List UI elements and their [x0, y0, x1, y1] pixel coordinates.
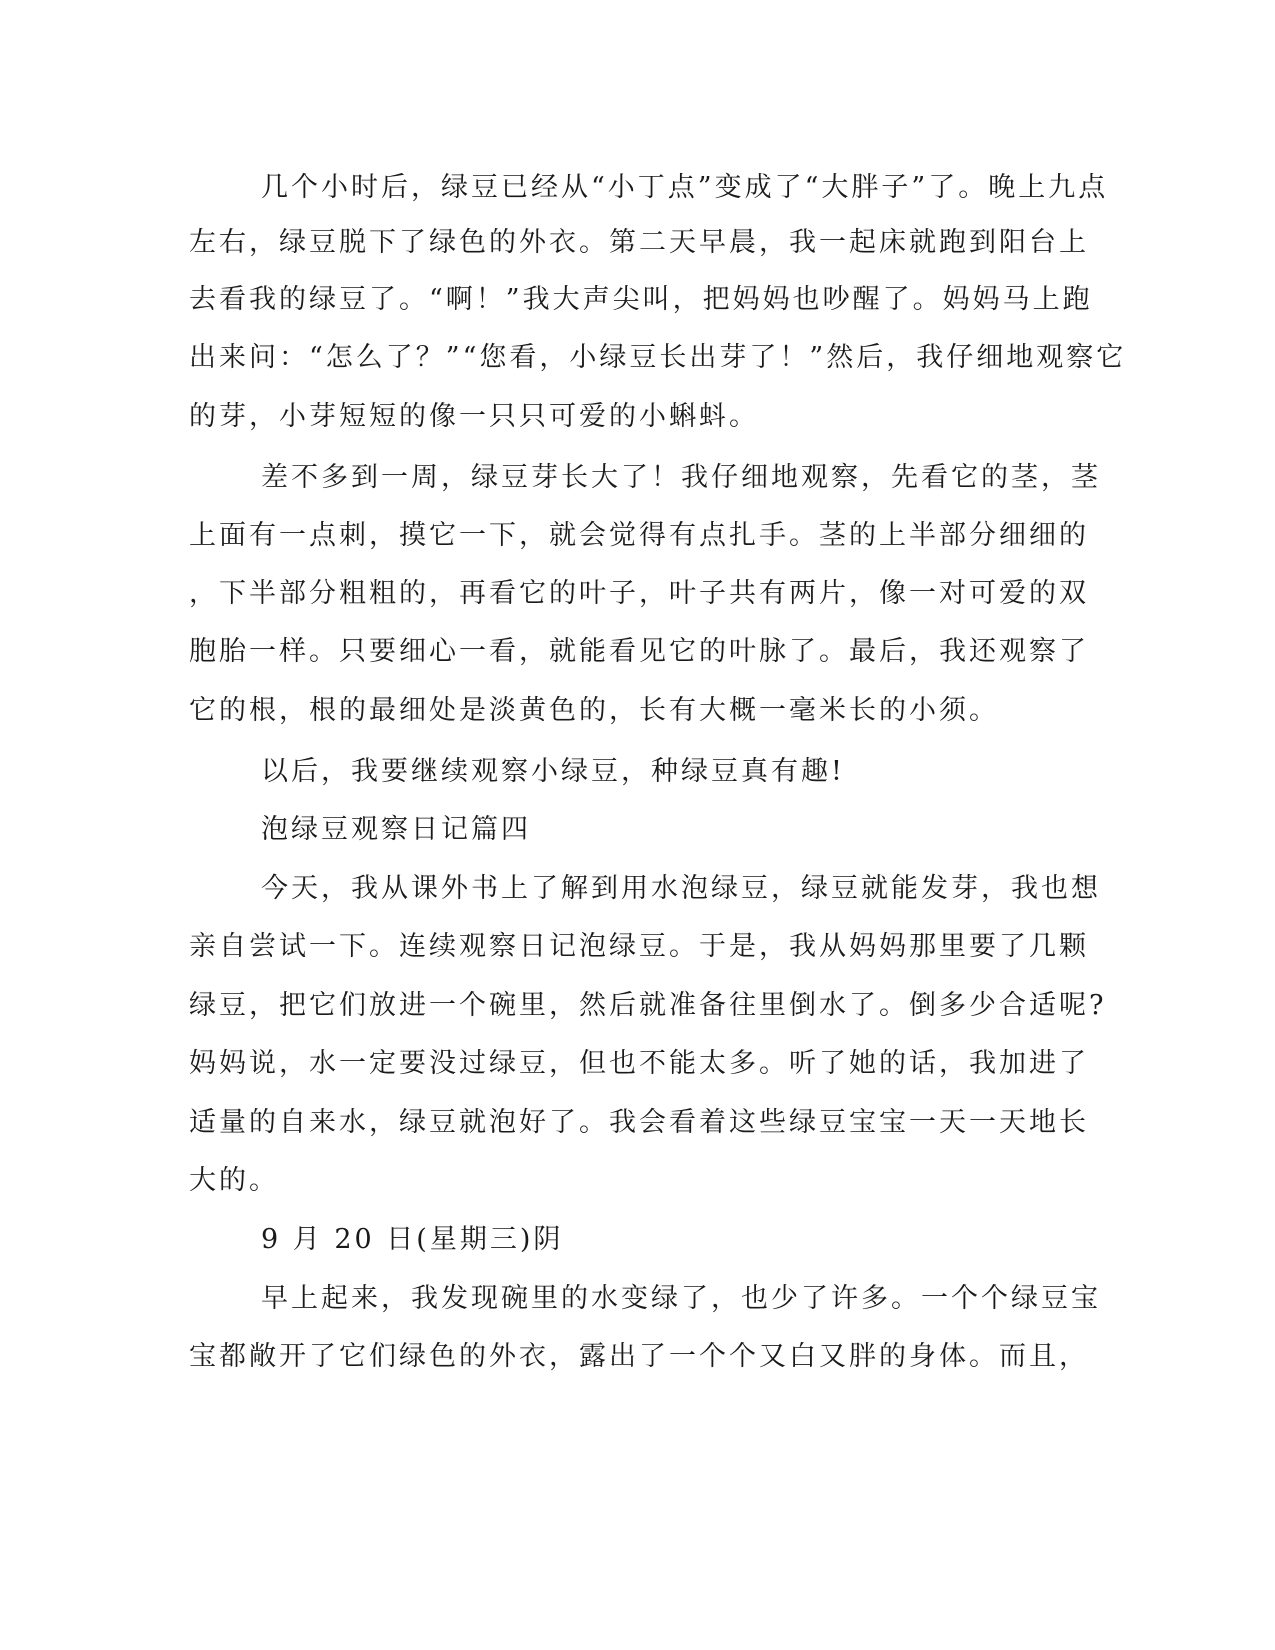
- text-line: 大的。: [189, 1165, 279, 1196]
- text-line: ，下半部分粗粗的，再看它的叶子，叶子共有两片，像一对可爱的双: [189, 578, 1089, 609]
- text-line: 它的根，根的最细处是淡黄色的，长有大概一毫米长的小须。: [189, 695, 999, 726]
- text-line: 妈妈说，水一定要没过绿豆，但也不能太多。听了她的话，我加进了: [189, 1048, 1089, 1079]
- text-line: 几个小时后，绿豆已经从“小丁点”变成了“大胖子”了。晚上九点: [261, 172, 1109, 203]
- text-line: 适量的自来水，绿豆就泡好了。我会看着这些绿豆宝宝一天一天地长: [189, 1107, 1089, 1138]
- text-line: 出来问：“怎么了？”“您看，小绿豆长出芽了！”然后，我仔细地观察它: [189, 342, 1127, 373]
- text-line: 胞胎一样。只要细心一看，就能看见它的叶脉了。最后，我还观察了: [189, 636, 1089, 667]
- text-line: 的芽，小芽短短的像一只只可爱的小蝌蚪。: [189, 401, 759, 432]
- section-heading: 泡绿豆观察日记篇四: [261, 814, 531, 845]
- text-line: 早上起来，我发现碗里的水变绿了，也少了许多。一个个绿豆宝: [261, 1283, 1101, 1314]
- text-line: 亲自尝试一下。连续观察日记泡绿豆。于是，我从妈妈那里要了几颗: [189, 931, 1089, 962]
- diary-date: 9 月 20 日(星期三)阴: [261, 1224, 564, 1255]
- text-line: 绿豆，把它们放进一个碗里，然后就准备往里倒水了。倒多少合适呢?: [189, 990, 1107, 1021]
- text-line: 以后，我要继续观察小绿豆，种绿豆真有趣!: [261, 756, 845, 787]
- text-line: 左右，绿豆脱下了绿色的外衣。第二天早晨，我一起床就跑到阳台上: [189, 227, 1089, 258]
- text-line: 去看我的绿豆了。“啊！”我大声尖叫，把妈妈也吵醒了。妈妈马上跑: [189, 284, 1093, 315]
- text-line: 今天，我从课外书上了解到用水泡绿豆，绿豆就能发芽，我也想: [261, 873, 1101, 904]
- text-line: 宝都敞开了它们绿色的外衣，露出了一个个又白又胖的身体。而且，: [189, 1341, 1089, 1372]
- text-line: 上面有一点刺，摸它一下，就会觉得有点扎手。茎的上半部分细细的: [189, 520, 1089, 551]
- text-line: 差不多到一周，绿豆芽长大了！我仔细地观察，先看它的茎，茎: [261, 462, 1101, 493]
